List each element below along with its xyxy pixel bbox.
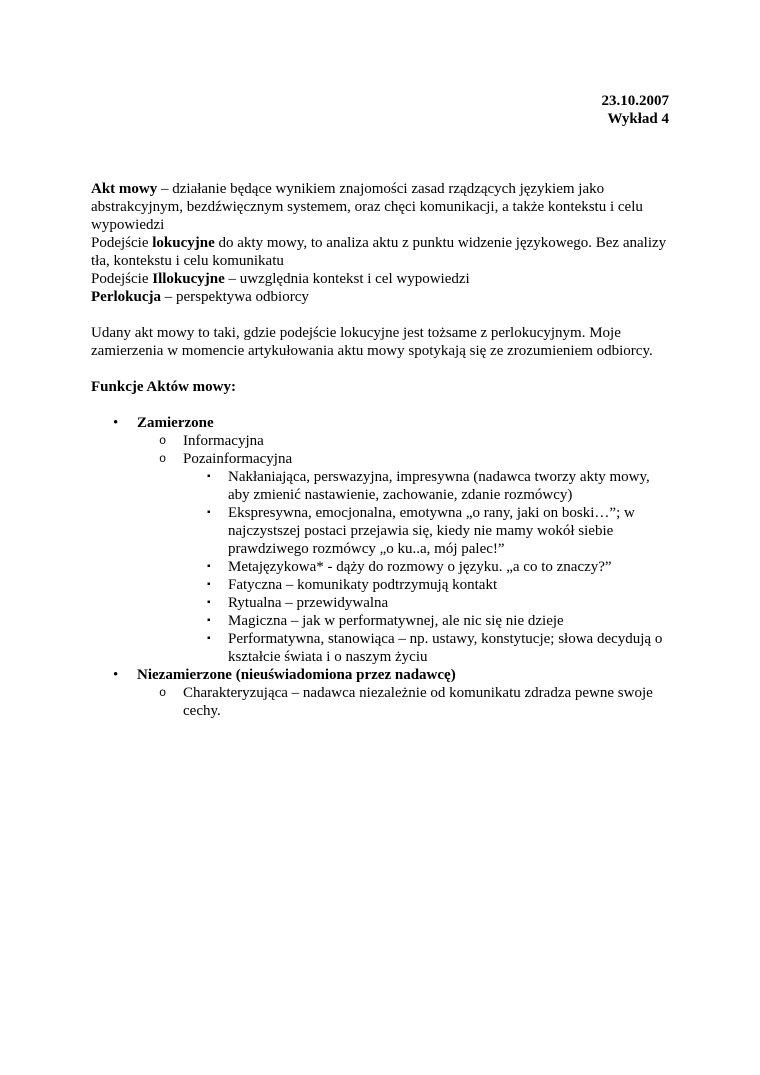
square-bullet-icon: ▪ — [207, 633, 211, 644]
definition-akt-mowy: Akt mowy – działanie będące wynikiem znajomości zasad rządzących językiem jako abstrakcyjnym, bezdźwięcznym systemem, oraz chęci komunikacji, a także kontekstu i celu wypowiedzi — [91, 181, 643, 233]
lecture-number: Wykład 4 — [607, 111, 669, 127]
summary-paragraph: Udany akt mowy to taki, gdzie podejście lokucyjne jest tożsame z perlokucyjnym. Moje zamierzenia w momencie artykułowania aktu mowy spotykają się ze zrozumieniem odbiorcy. — [91, 325, 653, 359]
list-item-charakteryzujaca: o Charakteryzująca – nadawca niezależnie od komunikatu zdradza pewne swoje cechy. — [159, 685, 653, 719]
circle-bullet-icon: o — [159, 452, 167, 466]
term-perlokucja: Perlokucja — [91, 289, 161, 305]
circle-bullet-icon: o — [159, 686, 167, 700]
bullet-icon: • — [113, 415, 119, 431]
list-item-fatyczna: ▪ Fatyczna – komunikaty podtrzymują kontakt — [207, 577, 498, 593]
square-bullet-icon: ▪ — [207, 561, 211, 572]
list-item-performatywna: ▪ Performatywna, stanowiąca – np. ustawy, konstytucje; słowa decydują o kształcie świata i o naszym życiu — [207, 631, 663, 665]
date: 23.10.2007 — [601, 93, 669, 109]
list-item-rytualna: ▪ Rytualna – przewidywalna — [207, 595, 389, 611]
term-illokucyjne: Illokucyjne — [152, 271, 225, 287]
definition-illokucyjne: Podejście Illokucyjne – uwzględnia kontekst i cel wypowiedzi — [91, 271, 470, 287]
list-item-zamierzone: • Zamierzone o Informacyjna o Pozainformacyjna ▪ Nakłaniająca, perswazyjna, impresywna (nadawca tworzy akty mowy, aby zmienić nastawienie, zachowanie, zdanie rozmówcy) ▪ Ekspresywna, emocjonalna, emotywna „o rany, jaki on boski…”; w najczystszej postaci przejawia się, kiedy nie mamy wokół siebie prawdziwego rozmówcy „o ku..a, mój palec!” ▪ Metajęzykowa* - dąży do rozmowy o języku. „a co to znaczy?” ▪ Fatyczna – komunikaty podtrzymują kontakt ▪ Rytualna – przewidywalna ▪ Magiczna – jak w performatywnej, ale nic się nie dzieje ▪ Performatywna, stanowiąca – np. ustawy, konstytucje; słowa decydują o kształcie świata i o naszym życiu — [91, 414, 671, 666]
document-header — [602, 92, 670, 128]
list-item-naklaniajaca: ▪ Nakłaniająca, perswazyjna, impresywna (nadawca tworzy akty mowy, aby zmienić nastawienie, zachowanie, zdanie rozmówcy) — [207, 469, 650, 503]
definition-perlokucja: Perlokucja – perspektywa odbiorcy — [91, 289, 309, 305]
square-bullet-icon: ▪ — [207, 615, 211, 626]
definition-lokucyjne: Podejście lokucyjne do akty mowy, to analiza aktu z punktu widzenie językowego. Bez analizy tła, kontekstu i celu komunikatu — [91, 235, 667, 269]
pozainformacyjna-sublist — [183, 468, 671, 666]
list-item-magiczna: ▪ Magiczna – jak w performatywnej, ale nic się nie dzieje — [207, 613, 564, 629]
list-item-pozainformacyjna: o Pozainformacyjna ▪ Nakłaniająca, perswazyjna, impresywna (nadawca tworzy akty mowy, aby zmienić nastawienie, zachowanie, zdanie rozmówcy) ▪ Ekspresywna, emocjonalna, emotywna „o rany, jaki on boski…”; w najczystszej postaci przejawia się, kiedy nie mamy wokół siebie prawdziwego rozmówcy „o ku..a, mój palec!” ▪ Metajęzykowa* - dąży do rozmowy o języku. „a co to znaczy?” ▪ Fatyczna – komunikaty podtrzymują kontakt ▪ Rytualna – przewidywalna ▪ Magiczna – jak w performatywnej, ale nic się nie dzieje ▪ Performatywna, stanowiąca – np. ustawy, konstytucje; słowa decydują o kształcie świata i o naszym życiu — [137, 450, 671, 666]
circle-bullet-icon: o — [159, 434, 167, 448]
list-item-informacyjna: o Informacyjna — [159, 433, 264, 449]
list-item-ekspresywna: ▪ Ekspresywna, emocjonalna, emotywna „o rany, jaki on boski…”; w najczystszej postaci przejawia się, kiedy nie mamy wokół siebie prawdziwego rozmówcy „o ku..a, mój palec!” — [207, 505, 635, 557]
square-bullet-icon: ▪ — [207, 471, 211, 482]
term-akt-mowy: Akt mowy — [91, 181, 158, 197]
bullet-icon: • — [113, 667, 119, 683]
functions-list — [91, 414, 671, 720]
document-body — [91, 180, 671, 720]
square-bullet-icon: ▪ — [207, 507, 211, 518]
intended-sublist — [137, 432, 671, 666]
square-bullet-icon: ▪ — [207, 579, 211, 590]
unintended-sublist — [137, 684, 671, 720]
functions-heading: Funkcje Aktów mowy: — [91, 379, 236, 395]
list-item-metajezykowa: ▪ Metajęzykowa* - dąży do rozmowy o języku. „a co to znaczy?” — [207, 559, 612, 575]
term-lokucyjne: lokucyjne — [152, 235, 215, 251]
square-bullet-icon: ▪ — [207, 597, 211, 608]
list-item-niezamierzone: • Niezamierzone (nieuświadomiona przez nadawcę) o Charakteryzująca – nadawca niezależnie od komunikatu zdradza pewne swoje cechy. — [91, 666, 671, 720]
